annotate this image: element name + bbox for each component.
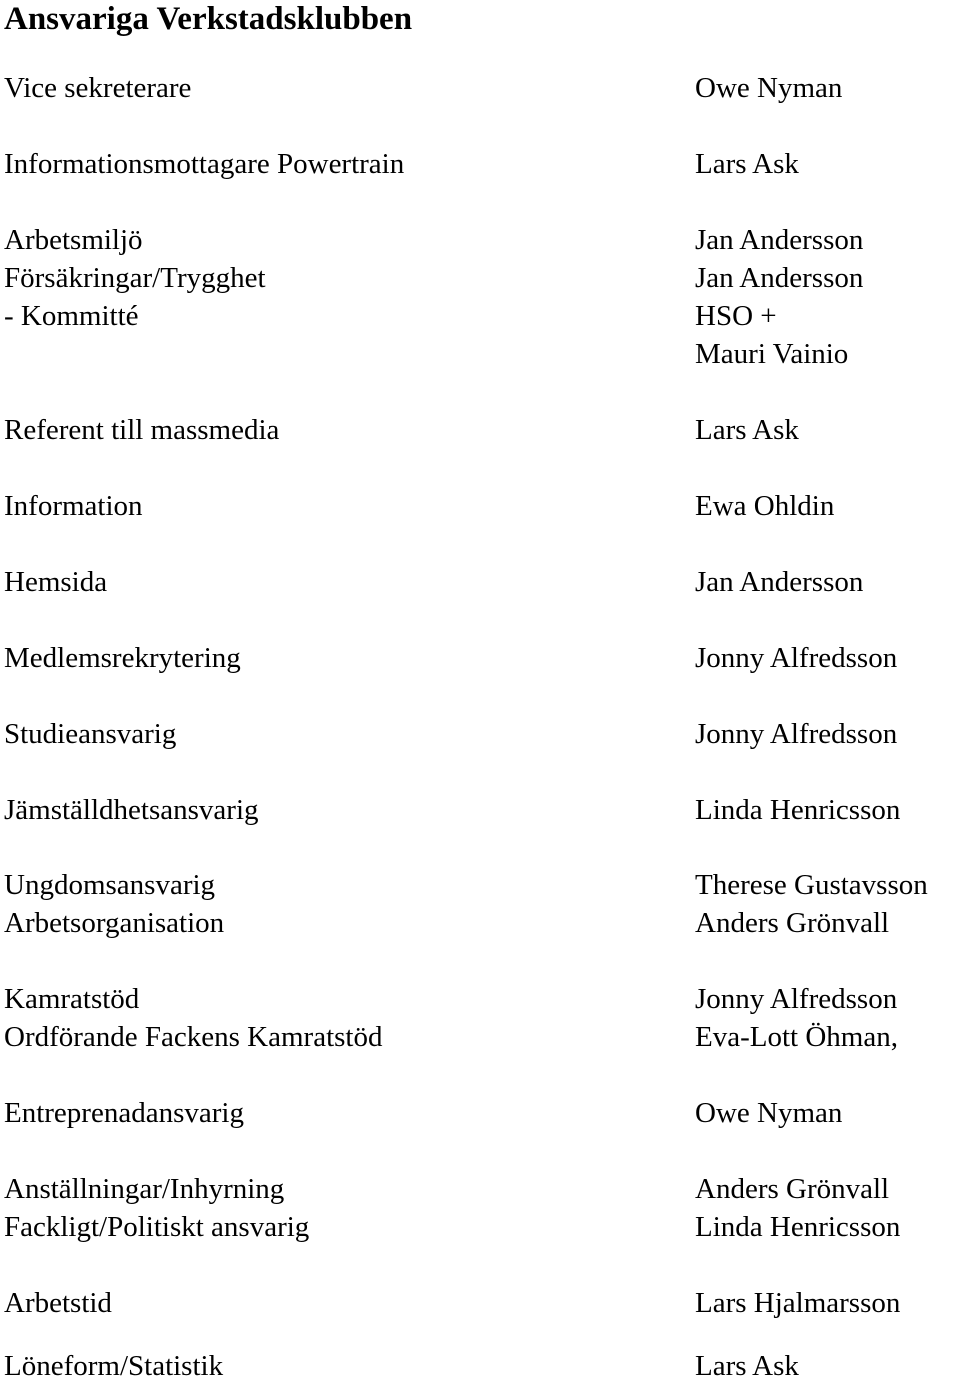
list-item [0,259,960,297]
list-item [0,904,960,942]
role-label: Referent till massmedia [4,414,280,446]
role-label: Ordförande Fackens Kamratstöd [4,1021,383,1053]
person-name: Lars Hjalmarsson [695,1287,901,1319]
person-name: Ewa Ohldin [695,490,835,522]
role-label: - Kommitté [4,300,139,332]
page-title: Ansvariga Verkstadsklubben [4,1,413,37]
list-item [0,1018,960,1056]
person-name: Therese Gustavsson [695,869,928,901]
person-name: Anders Grönvall [695,907,890,939]
person-name: Mauri Vainio [695,338,849,370]
list-item [0,487,960,525]
list-item [0,1347,960,1385]
list-item [0,1284,960,1322]
list-item [0,69,960,107]
role-label: Arbetsorganisation [4,907,225,939]
person-name: Lars Ask [695,1350,799,1382]
role-label: Studieansvarig [4,718,177,750]
person-name: HSO + [695,300,777,332]
person-name: Anders Grönvall [695,1173,890,1205]
list-item [0,980,960,1018]
list-item [0,411,960,449]
person-name: Jonny Alfredsson [695,718,898,750]
person-name: Linda Henricsson [695,794,901,826]
list-item [0,563,960,601]
person-name: Jan Andersson [695,566,864,598]
role-label: Medlemsrekrytering [4,642,241,674]
person-name: Jonny Alfredsson [695,983,898,1015]
list-item [0,1170,960,1208]
role-label: Hemsida [4,566,108,598]
list-item [0,791,960,829]
role-label: Kamratstöd [4,983,140,1015]
person-name: Owe Nyman [695,72,843,104]
list-item [0,1208,960,1246]
list-item [0,297,960,335]
person-name: Lars Ask [695,414,799,446]
person-name: Jan Andersson [695,224,864,256]
person-name: Owe Nyman [695,1097,843,1129]
person-name: Eva-Lott Öhman, [695,1021,898,1053]
role-label: Försäkringar/Trygghet [4,262,266,294]
role-label: Jämställdhetsansvarig [4,794,259,826]
list-item [0,1094,960,1132]
list-item [0,866,960,904]
role-label: Informationsmottagare Powertrain [4,148,405,180]
role-label: Löneform/Statistik [4,1350,224,1382]
role-label: Information [4,490,143,522]
person-name: Linda Henricsson [695,1211,901,1243]
list-item [0,639,960,677]
list-item [0,145,960,183]
person-name: Jan Andersson [695,262,864,294]
role-label: Ungdomsansvarig [4,869,216,901]
person-name: Jonny Alfredsson [695,642,898,674]
role-label: Arbetstid [4,1287,112,1319]
role-label: Entreprenadansvarig [4,1097,244,1129]
role-label: Fackligt/Politiskt ansvarig [4,1211,310,1243]
list-item [0,715,960,753]
list-item [0,221,960,259]
person-name: Lars Ask [695,148,799,180]
list-item [0,335,960,373]
role-label: Anställningar/Inhyrning [4,1173,285,1205]
role-label: Arbetsmiljö [4,224,143,256]
role-label: Vice sekreterare [4,72,192,104]
